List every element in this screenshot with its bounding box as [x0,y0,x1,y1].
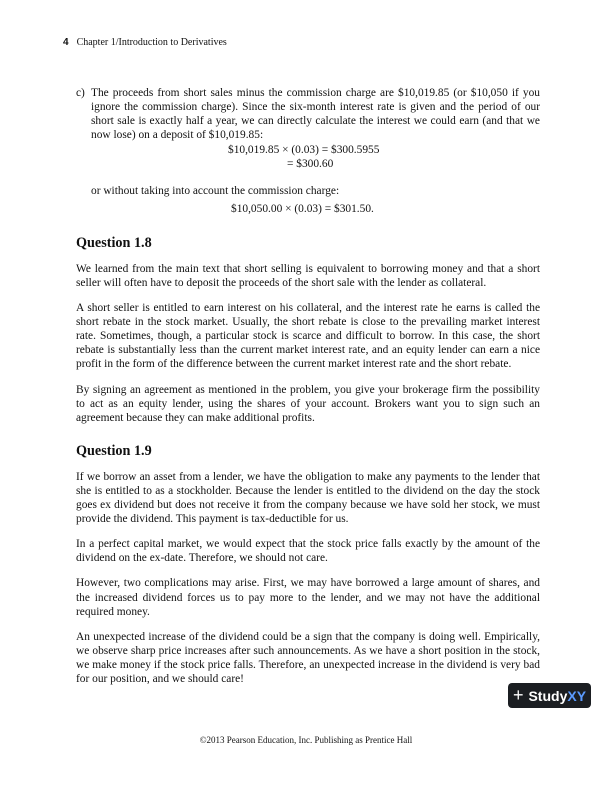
q19-paragraph-2: In a perfect capital market, we would expect that the stock price falls exactly by the amount of the dividend on the ex-date. Therefore, we should not care. [76,538,540,565]
question-1-9-heading: Question 1.9 [76,442,152,459]
equation-3: $10,050.00 × (0.03) = $301.50. [231,202,374,215]
page-number: 4 [63,37,69,48]
q19-paragraph-4: An unexpected increase of the dividend could be a sign that the company is doing well. Empirically, we observe sharp price increases after such announcements. As we have a short position in the stock, we make money if the stock price falls. Therefore, an unexpected increase in the dividend is very bad for our position, and we should care! [76,630,540,685]
page-content [76,86,540,697]
equation-1: $10,019.85 × (0.03) = $300.5955 [228,144,380,157]
part-c-text: The proceeds from short sales minus the commission charge are $10,019.85 (or $10,050 if you ignore the commission charge). Since the six-month interest rate is given and the period of our short sale is exactly half a year, we can directly calculate the interest we could earn (and that we now lose) on a deposit of $10,019.85: [91,87,540,142]
part-c [76,86,540,142]
badge-word: Study [528,687,568,704]
q19-paragraph-3: However, two complications may arise. First, we may have borrowed a large amount of shares, and the increased dividend forces us to pay more to the lender, and we may not have the additional required money. [76,577,540,618]
plus-icon: + [512,685,524,705]
question-1-8-heading: Question 1.8 [76,234,152,251]
q18-paragraph-1: We learned from the main text that short selling is equivalent to borrowing money and that a short seller will often have to deposit the proceeds of the short sale with the lender as collateral. [76,262,540,289]
q19-paragraph-1: If we borrow an asset from a lender, we have the obligation to make any payments to the lender that she is entitled to as a stockholder. Because the lender is entitled to the dividend on the day the stock goes ex dividend but does not receive it from the company because we have sold her stock, we must provide the dividend. This payment is tax-deductible for us. [76,470,540,526]
equation-2: = $300.60 [287,158,334,171]
studyxy-badge[interactable] [508,683,591,708]
q18-paragraph-2: A short seller is entitled to earn interest on his collateral, and the interest rate he earns is called the short rebate in the stock market. Usually, the short rebate is close to the prevailing market interest rate. Sometimes, though, a particular stock is scarce and difficult to borrow. In this case, the short rebate is substantially less than the current market interest rate, and an equity lender can earn a nice profit in the form of the difference between the current market interest rate and the short rebate. [76,302,540,371]
chapter-title: Chapter 1/Introduction to Derivatives [76,37,227,48]
or-text: or without taking into account the commission charge: [91,184,340,197]
q18-paragraph-3: By signing an agreement as mentioned in the problem, you give your brokerage firm the possibility to act as an equity lender, using the shares of your account. Brokers want you to sign such an agreement because they can make additional profits. [76,383,540,424]
copyright-footer: ©2013 Pearson Education, Inc. Publishing as Prentice Hall [199,735,413,745]
page-header [63,37,227,48]
badge-accent: XY [567,687,587,704]
part-c-label: c) [76,87,85,99]
